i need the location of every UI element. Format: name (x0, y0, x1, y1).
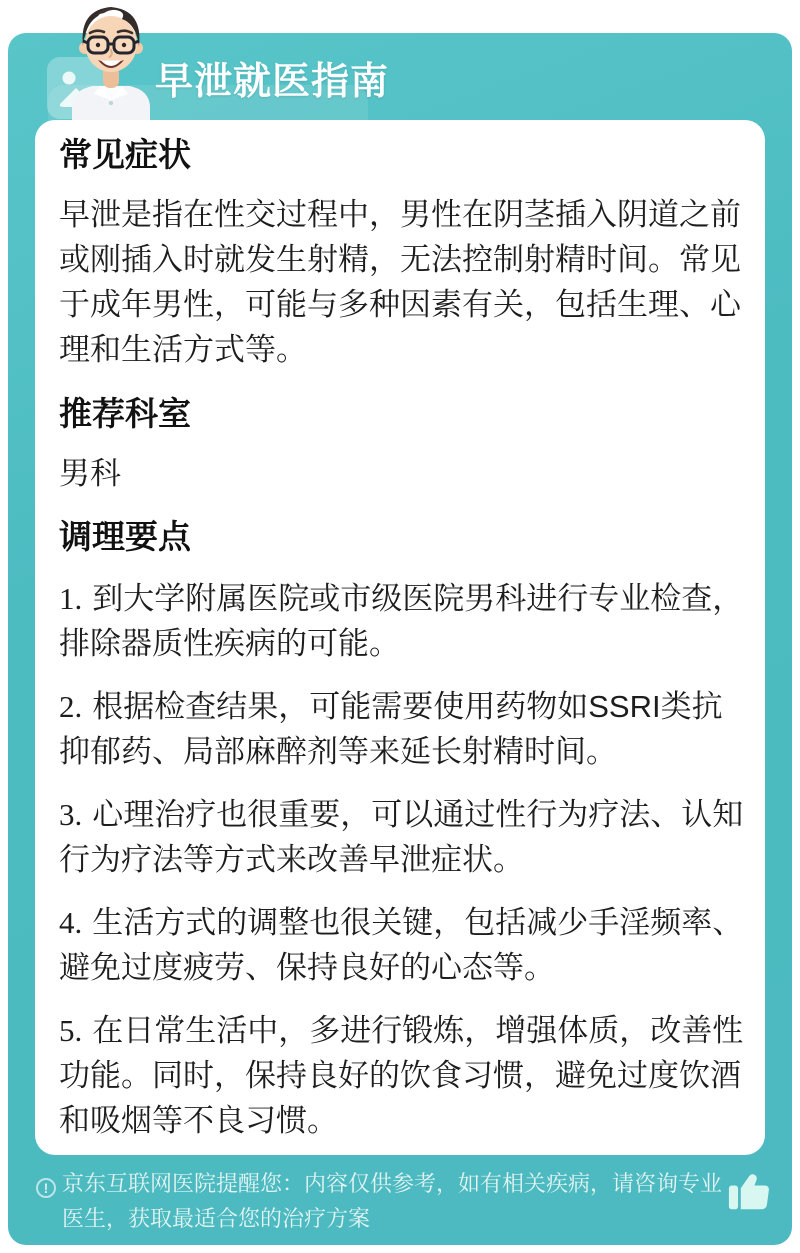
tip-number: 5. (59, 1012, 83, 1048)
symptoms-text: 早泄是指在性交过程中，男性在阴茎插入阴道之前或刚插入时就发生射精，无法控制射精时间。常见于成年男性，可能与多种因素有关，包括生理、心理和生活方式等。 (59, 196, 741, 367)
tip-number: 3. (59, 797, 83, 833)
tip-text: 心理治疗也很重要，可以通过性行为疗法、认知行为疗法等方式来改善早泄症状。 (59, 797, 744, 878)
section-heading-symptoms: 常见症状 (59, 136, 191, 173)
tip-text: 根据检查结果，可能需要使用药物如SSRI类抗抑郁药、局部麻醉剂等来延长射精时间。 (59, 689, 723, 770)
tip-text: 到大学附属医院或市级医院男科进行专业检查，排除器质性疾病的可能。 (59, 581, 744, 662)
section-heading-tips: 调理要点 (59, 518, 191, 556)
tip-number: 2. (59, 689, 83, 725)
disclaimer-text: 京东互联网医院提醒您：内容仅供参考，如有相关疾病，请咨询专业医生，获取最适合您的治疗方案 (62, 1171, 723, 1232)
tip-text: 生活方式的调整也很关键，包括减少手淫频率、避免过度疲劳、保持良好的心态等。 (59, 904, 744, 985)
info-circle-icon (36, 1178, 56, 1198)
guide-title: 早泄就医指南 (155, 61, 390, 103)
tip-item-1 (59, 577, 745, 667)
department-value: 男科 (59, 455, 121, 491)
tip-item-4 (59, 901, 745, 991)
doctor-avatar (52, 2, 170, 124)
tip-item-5 (59, 1009, 745, 1144)
info-glyph: ! (43, 1180, 49, 1196)
section-heading-department: 推荐科室 (59, 394, 191, 432)
tip-item-2 (59, 685, 745, 775)
tip-number: 1. (59, 581, 83, 617)
tip-item-3 (59, 793, 745, 883)
thumbs-up-icon[interactable] (726, 1170, 772, 1212)
tip-number: 4. (59, 904, 83, 940)
tip-text: 在日常生活中，多进行锻炼，增强体质，改善性功能。同时，保持良好的饮食习惯，避免过度饮酒和吸烟等不良习惯。 (59, 1012, 744, 1138)
guide-card (35, 120, 765, 1155)
